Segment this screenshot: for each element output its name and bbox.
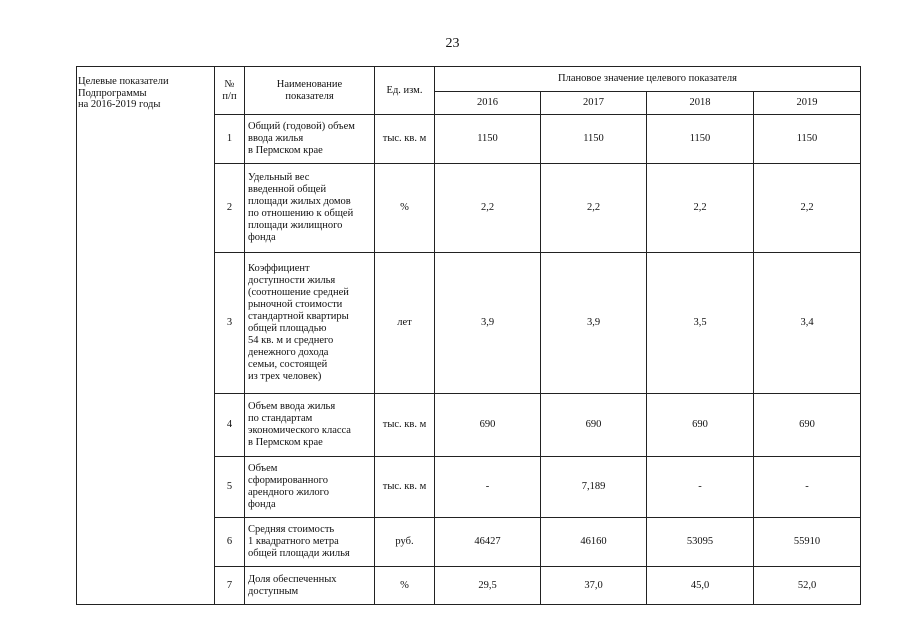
section-label-line: на 2016-2019 годы <box>78 99 161 110</box>
indicator-name-line: Удельный вес <box>248 172 310 183</box>
row-number: 6 <box>215 518 245 567</box>
indicator-value: - <box>647 457 754 518</box>
indicator-name-line: из трех человек) <box>248 371 322 382</box>
indicator-name-line: площади жилищного <box>248 220 343 231</box>
indicator-name-line: 54 кв. м и среднего <box>248 335 334 346</box>
indicator-unit: лет <box>375 253 435 394</box>
indicator-value: 2,2 <box>754 164 861 253</box>
indicator-name-line: Объем ввода жилья <box>248 401 336 412</box>
indicator-name-line: сформированного <box>248 475 328 486</box>
indicator-value: 2,2 <box>435 164 541 253</box>
indicator-name-line: денежного дохода <box>248 347 329 358</box>
indicator-name-line: Коэффициент <box>248 263 310 274</box>
indicator-value: 46160 <box>541 518 647 567</box>
indicator-name-line: общей площадью <box>248 323 327 334</box>
indicator-unit: % <box>375 164 435 253</box>
page-number: 23 <box>445 36 460 51</box>
indicator-name-line: семьи, состоящей <box>248 359 328 370</box>
indicator-value: 690 <box>647 394 754 457</box>
indicator-name <box>245 253 375 394</box>
indicator-name-line: ввода жилья <box>248 133 304 144</box>
header-plan: Плановое значение целевого показателя <box>435 67 861 92</box>
header-row-1 <box>77 67 861 92</box>
indicator-value: 2,2 <box>541 164 647 253</box>
indicator-name <box>245 518 375 567</box>
indicator-name <box>245 115 375 164</box>
indicator-value: 1150 <box>435 115 541 164</box>
indicator-name-line: 1 квадратного метра <box>248 536 339 547</box>
indicator-name-line: фонда <box>248 499 276 510</box>
header-num-line: № <box>224 78 235 90</box>
indicator-value: 53095 <box>647 518 754 567</box>
indicator-name-line: стандартной квартиры <box>248 311 349 322</box>
header-name-line: показателя <box>285 90 334 102</box>
indicator-value: 3,4 <box>754 253 861 394</box>
indicator-name-line: введенной общей <box>248 184 327 195</box>
indicator-name-line: по стандартам <box>248 413 313 424</box>
section-label <box>77 67 215 605</box>
section-label-line: Целевые показатели <box>78 76 169 87</box>
row-number: 2 <box>215 164 245 253</box>
indicator-value: 7,189 <box>541 457 647 518</box>
indicator-name <box>245 394 375 457</box>
indicator-value: 690 <box>754 394 861 457</box>
indicator-name-line: доступности жилья <box>248 275 336 286</box>
indicator-name-line: в Пермском крае <box>248 437 323 448</box>
indicator-value: 3,9 <box>541 253 647 394</box>
row-number: 3 <box>215 253 245 394</box>
indicator-name-line: общей площади жилья <box>248 548 350 559</box>
header-year: 2019 <box>754 92 861 115</box>
indicator-value: 45,0 <box>647 567 754 605</box>
indicator-value: 690 <box>541 394 647 457</box>
indicator-value: 3,5 <box>647 253 754 394</box>
row-number: 1 <box>215 115 245 164</box>
indicator-value: 29,5 <box>435 567 541 605</box>
target-indicators-table <box>76 66 861 605</box>
indicator-value: 1150 <box>647 115 754 164</box>
indicator-name <box>245 567 375 605</box>
indicator-name-line: доступным <box>248 585 299 597</box>
header-name-line: Наименование <box>276 78 343 90</box>
indicator-value: 690 <box>435 394 541 457</box>
header-year: 2016 <box>435 92 541 115</box>
indicator-name-line: рыночной стоимости <box>248 299 343 310</box>
section-label-line: Подпрограммы <box>78 87 147 99</box>
indicator-unit: тыс. кв. м <box>375 457 435 518</box>
indicator-value: 46427 <box>435 518 541 567</box>
row-number: 4 <box>215 394 245 457</box>
indicator-value: 52,0 <box>754 567 861 605</box>
indicator-unit: руб. <box>375 518 435 567</box>
header-name <box>245 67 375 115</box>
row-number: 5 <box>215 457 245 518</box>
indicator-value: 2,2 <box>647 164 754 253</box>
header-num-line: п/п <box>222 90 237 102</box>
indicator-value: 3,9 <box>435 253 541 394</box>
indicator-name-line: арендного жилого <box>248 487 329 498</box>
indicator-value: 1150 <box>754 115 861 164</box>
indicator-name-line: Средняя стоимость <box>248 524 335 535</box>
indicator-unit: % <box>375 567 435 605</box>
header-year: 2018 <box>647 92 754 115</box>
indicator-name-line: в Пермском крае <box>248 145 323 156</box>
indicator-name-line: фонда <box>248 232 276 243</box>
indicator-name-line: экономического класса <box>248 425 351 436</box>
header-year: 2017 <box>541 92 647 115</box>
indicator-name-line: площади жилых домов <box>248 196 351 207</box>
indicator-name <box>245 164 375 253</box>
indicator-name-line: Общий (годовой) объем <box>248 121 355 132</box>
header-num <box>215 67 245 115</box>
header-unit: Ед. изм. <box>375 67 435 115</box>
indicator-unit: тыс. кв. м <box>375 115 435 164</box>
indicator-name-line: по отношению к общей <box>248 208 354 219</box>
indicator-name-line: (соотношение средней <box>248 287 349 298</box>
indicator-unit: тыс. кв. м <box>375 394 435 457</box>
indicator-value: 37,0 <box>541 567 647 605</box>
indicator-value: - <box>435 457 541 518</box>
indicator-name-line: Доля обеспеченных <box>248 573 337 585</box>
row-number: 7 <box>215 567 245 605</box>
indicator-name <box>245 457 375 518</box>
indicator-value: 55910 <box>754 518 861 567</box>
indicator-value: 1150 <box>541 115 647 164</box>
indicator-name-line: Объем <box>248 463 278 474</box>
indicator-value: - <box>754 457 861 518</box>
